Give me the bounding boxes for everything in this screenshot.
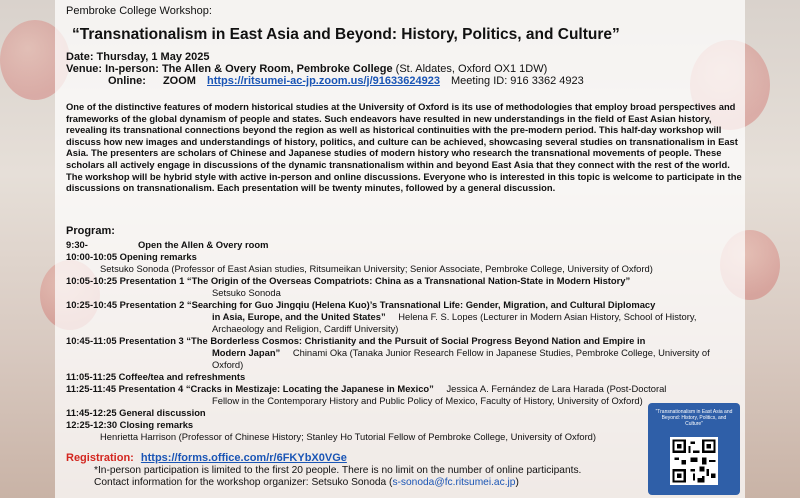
qr-card-title: “Transnationalism in East Asia and Beyond: History, Politics, and Culture” — [655, 409, 733, 427]
registration-line — [66, 452, 347, 464]
program-speaker: Chinami Oka (Tanaka Junior Research Fellow in Japanese Studies, Pembroke College, University of — [292, 347, 710, 358]
program-item-open-time: 9:30- — [66, 239, 88, 250]
program-item-closing: 12:25-12:30 Closing remarks — [66, 419, 194, 430]
registration-label: Registration: — [66, 452, 134, 464]
program-speaker: Henrietta Harrison (Professor of Chinese History; Stanley Ho Tutorial Fellow of Pembroke College, University of Oxford) — [100, 431, 597, 442]
program-item-coffee: 11:05-11:25 Coffee/tea and refreshments — [66, 371, 246, 382]
participation-note: *In-person participation is limited to the first 20 people. There is no limit on the number of online participants. — [94, 465, 582, 476]
zoom-label: ZOOM — [162, 75, 196, 87]
zoom-link[interactable]: https://ritsumei-ac-jp.zoom.us/j/91633624923 — [207, 75, 440, 87]
venue-address: (St. Aldates, Oxford OX1 1DW) — [392, 63, 548, 75]
contact-info: Contact information for the workshop organizer: Setsuko Sonoda (s-sonoda@fc.ritsumei.ac.jp) — [94, 477, 519, 488]
online-label: Online: — [108, 75, 146, 87]
contact-email[interactable]: s-sonoda@fc.ritsumei.ac.jp — [392, 477, 516, 488]
page-title: “Transnationalism in East Asia and Beyond: History, Politics, and Culture” — [72, 26, 620, 43]
program-item-presentation-3-cont: Modern Japan” Chinami Oka (Tanaka Junior Research Fellow in Japanese Studies, Pembroke College, University of — [212, 347, 710, 358]
program-item-presentation-2: 10:25-10:45 Presentation 2 “Searching for Guo Jingqiu (Helena Kuo)’s Transnational Life: Gender, Migration, and Cultural Diplomacy — [66, 299, 656, 310]
program-speaker: Setsuko Sonoda — [212, 287, 281, 298]
program-item-discussion: 11:45-12:25 General discussion — [66, 407, 206, 418]
event-online — [108, 75, 584, 87]
program-heading: Program: — [66, 225, 115, 237]
venue-label: Venue: In-person: The Allen & Overy Room, Pembroke College — [66, 63, 393, 75]
program-speaker-affiliation: Archaeology and Religion, Cardiff University) — [212, 323, 399, 334]
description-paragraph: One of the distinctive features of modern historical studies at the University of Oxford is its use of methodologies that employ broad perspectives and frameworks of the global dynamism of people and states. Such endeavors have resulted in new understandings in the field of East Asian history, revealing its transnational connections beyond the region as well as historical continuities with the pre-modern period. This half-day workshop will discuss how new images and understandings of history, politics, and culture can be achieved, showcasing several studies on transnationalism in East Asia. The presenters are scholars of Chinese and Japanese studies of modern history who research the transnational movements of people. These scholars all actively engage in discussions of the dynamic transnationalism within and beyond East Asia that they connect with the rest of the world. The workshop will be hybrid style with active in-person and online discussions. Everyone who is interested in this topic is welcome to participate in the discussions on transnationalism. Each presentation will be twenty minutes, followed by a general discussion. — [66, 101, 742, 194]
meeting-id: Meeting ID: 916 3362 4923 — [451, 75, 584, 87]
program-item-presentation-4: 11:25-11:45 Presentation 4 “Cracks in Mestizaje: Locating the Japanese in Mexico” Jessica A. Fernández de Lara Harada (Post-Doctoral — [66, 383, 667, 394]
program-item-presentation-1: 10:05-10:25 Presentation 1 “The Origin of the Overseas Compatriots: China as a Transnational Nation-State in Modern History” — [66, 275, 631, 286]
program-speaker-affiliation: Oxford) — [212, 359, 244, 370]
qr-code-icon[interactable] — [670, 437, 718, 485]
program-speaker: Jessica A. Fernández de Lara Harada (Post-Doctoral — [446, 383, 667, 394]
program-speaker-affiliation: Fellow in the Contemporary History and Public Policy of Mexico, Faculty of History, University of Oxford) — [212, 395, 643, 406]
program-item-open: Open the Allen & Overy room — [138, 239, 269, 250]
program-speaker: Setsuko Sonoda (Professor of East Asian studies, Ritsumeikan University; Senior Associate, Pembroke College, University of Oxford) — [100, 263, 653, 274]
program-item-presentation-2-cont: in Asia, Europe, and the United States” Helena F. S. Lopes (Lecturer in Modern Asian History, School of History, — [212, 311, 697, 322]
event-venue — [66, 63, 547, 75]
program-item-presentation-3: 10:45-11:05 Presentation 3 “The Borderless Cosmos: Christianity and the Pursuit of Social Progress Beyond Nation and Empire in — [66, 335, 646, 346]
event-date: Date: Thursday, 1 May 2025 — [66, 51, 210, 63]
qr-card — [648, 403, 740, 495]
program-item-opening: 10:00-10:05 Opening remarks — [66, 251, 197, 262]
workshop-label: Pembroke College Workshop: — [66, 5, 212, 17]
registration-link[interactable]: https://forms.office.com/r/6FKYbX0VGe — [140, 452, 347, 464]
program-speaker: Helena F. S. Lopes (Lecturer in Modern Asian History, School of History, — [398, 311, 697, 322]
